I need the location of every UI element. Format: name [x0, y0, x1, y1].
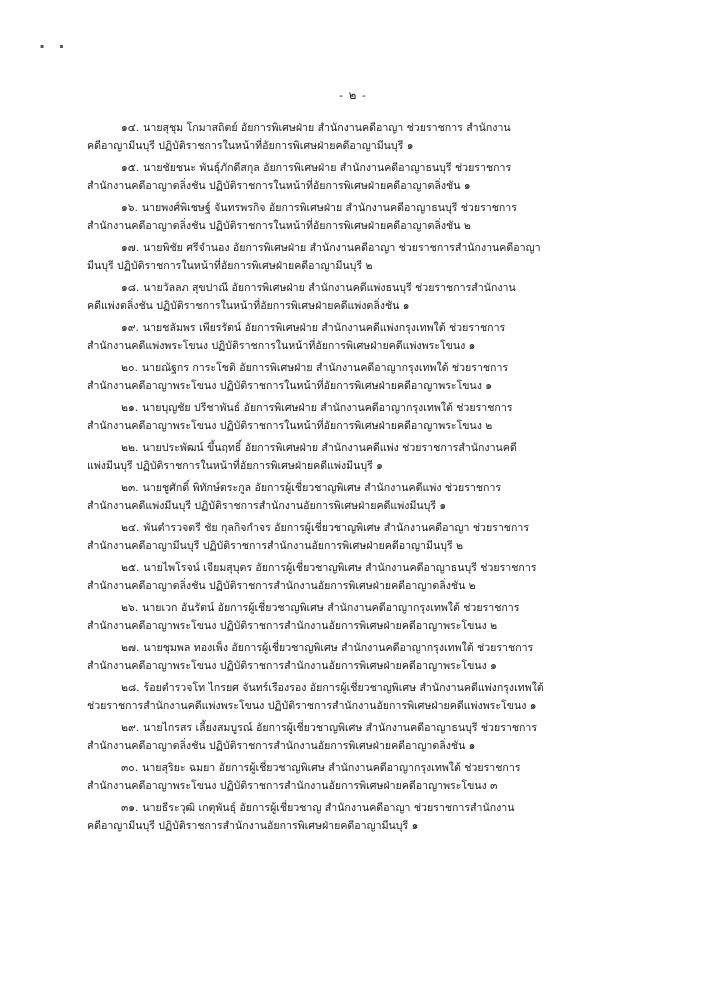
item-number: ๑๔.	[121, 122, 140, 134]
list-item	[0, 121, 706, 161]
list-item	[0, 241, 706, 281]
list-item	[0, 721, 706, 761]
item-text-line1: นายสุริยะ ฉมยา อัยการผู้เชี่ยวชาญพิเศษ สำนักงานคดีอาญากรุงเทพใต้ ช่วยราชการ	[142, 762, 521, 774]
item-text-line2: สำนักงานคดีอาญาพระโขนง ปฏิบัติราชการสำนักงานอัยการพิเศษฝ่ายคดีอาญาพระโขนง ๒	[87, 620, 498, 632]
item-text-line2: สำนักงานคดีแพ่งพระโขนง ปฏิบัติราชการในหน้าที่อัยการพิเศษฝ่ายคดีแพ่งพระโขนง ๑	[87, 340, 476, 352]
item-text-line2: สำนักงานคดีอาญามีนบุรี ปฏิบัติราชการสำนักงานอัยการพิเศษฝ่ายคดีอาญามีนบุรี ๒	[87, 540, 463, 552]
item-text-line2: สำนักงานคดีอาญาพระโขนง ปฏิบัติราชการสำนักงานอัยการพิเศษฝ่ายคดีอาญาพระโขนง ๑	[87, 660, 497, 672]
item-text-line1: นายพิชัย ศรีจำนอง อัยการพิเศษฝ่าย สำนักงานคดีอาญา ช่วยราชการสำนักงานคดีอาญา	[143, 242, 541, 254]
item-text-line1: นายไกรสร เลี้ยงสมบูรณ์ อัยการผู้เชี่ยวชาญพิเศษ สำนักงานคดีอาญาธนบุรี ช่วยราชการ	[143, 722, 538, 734]
item-text-line2: คดีอาญามีนบุรี ปฏิบัติราชการสำนักงานอัยการพิเศษฝ่ายคดีอาญามีนบุรี ๑	[87, 820, 419, 832]
list-item	[0, 761, 706, 801]
item-text-line2: สำนักงานคดีอาญาตลิ่งชัน ปฏิบัติราชการในหน้าที่อัยการพิเศษฝ่ายคดีอาญาตลิ่งชัน ๑	[87, 180, 471, 192]
list-item	[0, 601, 706, 641]
item-number: ๑๗.	[121, 242, 140, 254]
item-text-line1: พันตำรวจตรี ชัย กุลกิจกำจร อัยการผู้เชี่ยวชาญพิเศษ สำนักงานคดีอาญา ช่วยราชการ	[143, 522, 530, 534]
item-number: ๑๖.	[121, 202, 138, 214]
item-number: ๒๗.	[121, 642, 140, 654]
item-text-line1: ร้อยตำรวจโท ไกรยศ จันทร์เรืองรอง อัยการผู้เชี่ยวชาญพิเศษ สำนักงานคดีแพ่งกรุงเทพใต้	[143, 682, 544, 694]
item-text-line2: สำนักงานคดีอาญาพระโขนง ปฏิบัติราชการในหน้าที่อัยการพิเศษฝ่ายคดีอาญาพระโขนง ๑	[87, 380, 493, 392]
item-number: ๒๔.	[121, 522, 140, 534]
item-text-line2: สำนักงานคดีอาญาตลิ่งชัน ปฏิบัติราชการสำนักงานอัยการพิเศษฝ่ายคดีอาญาตลิ่งชัน ๒	[87, 580, 476, 592]
item-number: ๒๙.	[121, 722, 140, 734]
item-text-line2: คดีอาญามีนบุรี ปฏิบัติราชการในหน้าที่อัยการพิเศษฝ่ายคดีอาญามีนบุรี ๑	[87, 140, 414, 152]
appointment-list	[0, 121, 706, 841]
list-item	[0, 521, 706, 561]
list-item	[0, 441, 706, 481]
item-number: ๑๙.	[121, 322, 139, 334]
item-number: ๑๕.	[121, 162, 140, 174]
item-text-line1: นายณัฐกร การะโชติ อัยการพิเศษฝ่าย สำนักงานคดีอาญากรุงเทพใต้ ช่วยราชการ	[141, 362, 509, 374]
list-item	[0, 201, 706, 241]
page-scan-marks: ▪ ▪	[40, 43, 64, 50]
item-number: ๒๖.	[121, 602, 139, 614]
item-number: ๒๘.	[121, 682, 140, 694]
list-item	[0, 801, 706, 841]
item-number: ๒๓.	[121, 482, 139, 494]
list-item	[0, 481, 706, 521]
item-text-line2: ช่วยราชการสำนักงานคดีแพ่งพระโขนง ปฏิบัติราชการสำนักงานอัยการพิเศษฝ่ายคดีแพ่งพระโขนง ๑	[87, 700, 537, 712]
item-text-line2: แพ่งมีนบุรี ปฏิบัติราชการในหน้าที่อัยการพิเศษฝ่ายคดีแพ่งมีนบุรี ๑	[87, 460, 383, 472]
item-text-line1: นายชุมพล ทองเพ็ง อัยการผู้เชี่ยวชาญพิเศษ สำนักงานคดีอาญากรุงเทพใต้ ช่วยราชการ	[143, 642, 534, 654]
item-text-line2: มีนบุรี ปฏิบัติราชการในหน้าที่อัยการพิเศษฝ่ายคดีอาญามีนบุรี ๒	[87, 260, 373, 272]
item-text-line2: สำนักงานคดีอาญาตลิ่งชัน ปฏิบัติราชการในหน้าที่อัยการพิเศษฝ่ายคดีอาญาตลิ่งชัน ๒	[87, 220, 471, 232]
item-text-line2: คดีแพ่งตลิ่งชัน ปฏิบัติราชการในหน้าที่อัยการพิเศษฝ่ายคดีแพ่งตลิ่งชัน ๑	[87, 300, 410, 312]
list-item	[0, 161, 706, 201]
item-number: ๒๑.	[121, 402, 139, 414]
page-number: - ๒ -	[339, 88, 367, 102]
list-item	[0, 681, 706, 721]
item-text-line2: สำนักงานคดีอาญาพระโขนง ปฏิบัติราชการสำนักงานอัยการพิเศษฝ่ายคดีอาญาพระโขนง ๓	[87, 780, 498, 792]
item-text-line1: นายสุชุม โกมาสถิตย์ อัยการพิเศษฝ่าย สำนักงานคดีอาญา ช่วยราชการ สำนักงาน	[143, 122, 511, 134]
item-text-line1: นายชลัมพร เพียรรัตน์ อัยการพิเศษฝ่าย สำนักงานคดีแพ่งกรุงเทพใต้ ช่วยราชการ	[142, 322, 506, 334]
item-text-line1: นายธีระวุฒิ เกตุพันธุ์ อัยการผู้เชี่ยวชาญ สำนักงานคดีอาญา ช่วยราชการสำนักงาน	[142, 802, 515, 814]
item-text-line1: นายบุญชัย ปรีชาพันธ์ อัยการพิเศษฝ่าย สำนักงานคดีอาญากรุงเทพใต้ ช่วยราชการ	[142, 402, 513, 414]
item-number: ๓๐.	[121, 762, 139, 774]
item-text-line1: นายวัลลภ สุขปาณี อัยการพิเศษฝ่าย สำนักงานคดีแพ่งธนบุรี ช่วยราชการสำนักงาน	[143, 282, 516, 294]
item-number: ๓๑.	[121, 802, 139, 814]
item-text-line2: สำนักงานคดีอาญาตลิ่งชัน ปฏิบัติราชการสำนักงานอัยการพิเศษฝ่ายคดีอาญาตลิ่งชัน ๑	[87, 740, 476, 752]
item-text-line1: นายชัยชนะ พันธุ์ภักดีสกุล อัยการพิเศษฝ่าย สำนักงานคดีอาญาธนบุรี ช่วยราชการ	[143, 162, 512, 174]
list-item	[0, 401, 706, 441]
item-number: ๒๕.	[121, 562, 140, 574]
list-item	[0, 641, 706, 681]
item-number: ๒๒.	[121, 442, 139, 454]
list-item	[0, 321, 706, 361]
item-text-line1: นายประพัฒน์ ขึ้นฤทธิ์ อัยการพิเศษฝ่าย สำนักงานคดีแพ่ง ช่วยราชการสำนักงานคดี	[142, 442, 517, 454]
item-text-line1: นายไพโรจน์ เจียมสุบุตร อัยการผู้เชี่ยวชาญพิเศษ สำนักงานคดีอาญาธนบุรี ช่วยราชการ	[143, 562, 537, 574]
list-item	[0, 361, 706, 401]
list-item	[0, 281, 706, 321]
item-text-line2: สำนักงานคดีอาญาพระโขนง ปฏิบัติราชการในหน้าที่อัยการพิเศษฝ่ายคดีอาญาพระโขนง ๒	[87, 420, 493, 432]
item-number: ๒๐.	[121, 362, 138, 374]
item-number: ๑๘.	[121, 282, 140, 294]
list-item	[0, 561, 706, 601]
item-text-line2: สำนักงานคดีแพ่งมีนบุรี ปฏิบัติราชการสำนักงานอัยการพิเศษฝ่ายคดีแพ่งมีนบุรี ๑	[87, 500, 447, 512]
item-text-line1: นายพงศ์พิเชษฐ์ จันทรพรกิจ อัยการพิเศษฝ่าย สำนักงานคดีอาญาธนบุรี ช่วยราชการ	[141, 202, 517, 214]
item-text-line1: นายชูศักดิ์ พิทักษ์ตระกูล อัยการผู้เชี่ยวชาญพิเศษ สำนักงานคดีแพ่ง ช่วยราชการ	[142, 482, 502, 494]
item-text-line1: นายเวก อันรัตน์ อัยการผู้เชี่ยวชาญพิเศษ สำนักงานคดีอาญากรุงเทพใต้ ช่วยราชการ	[142, 602, 520, 614]
